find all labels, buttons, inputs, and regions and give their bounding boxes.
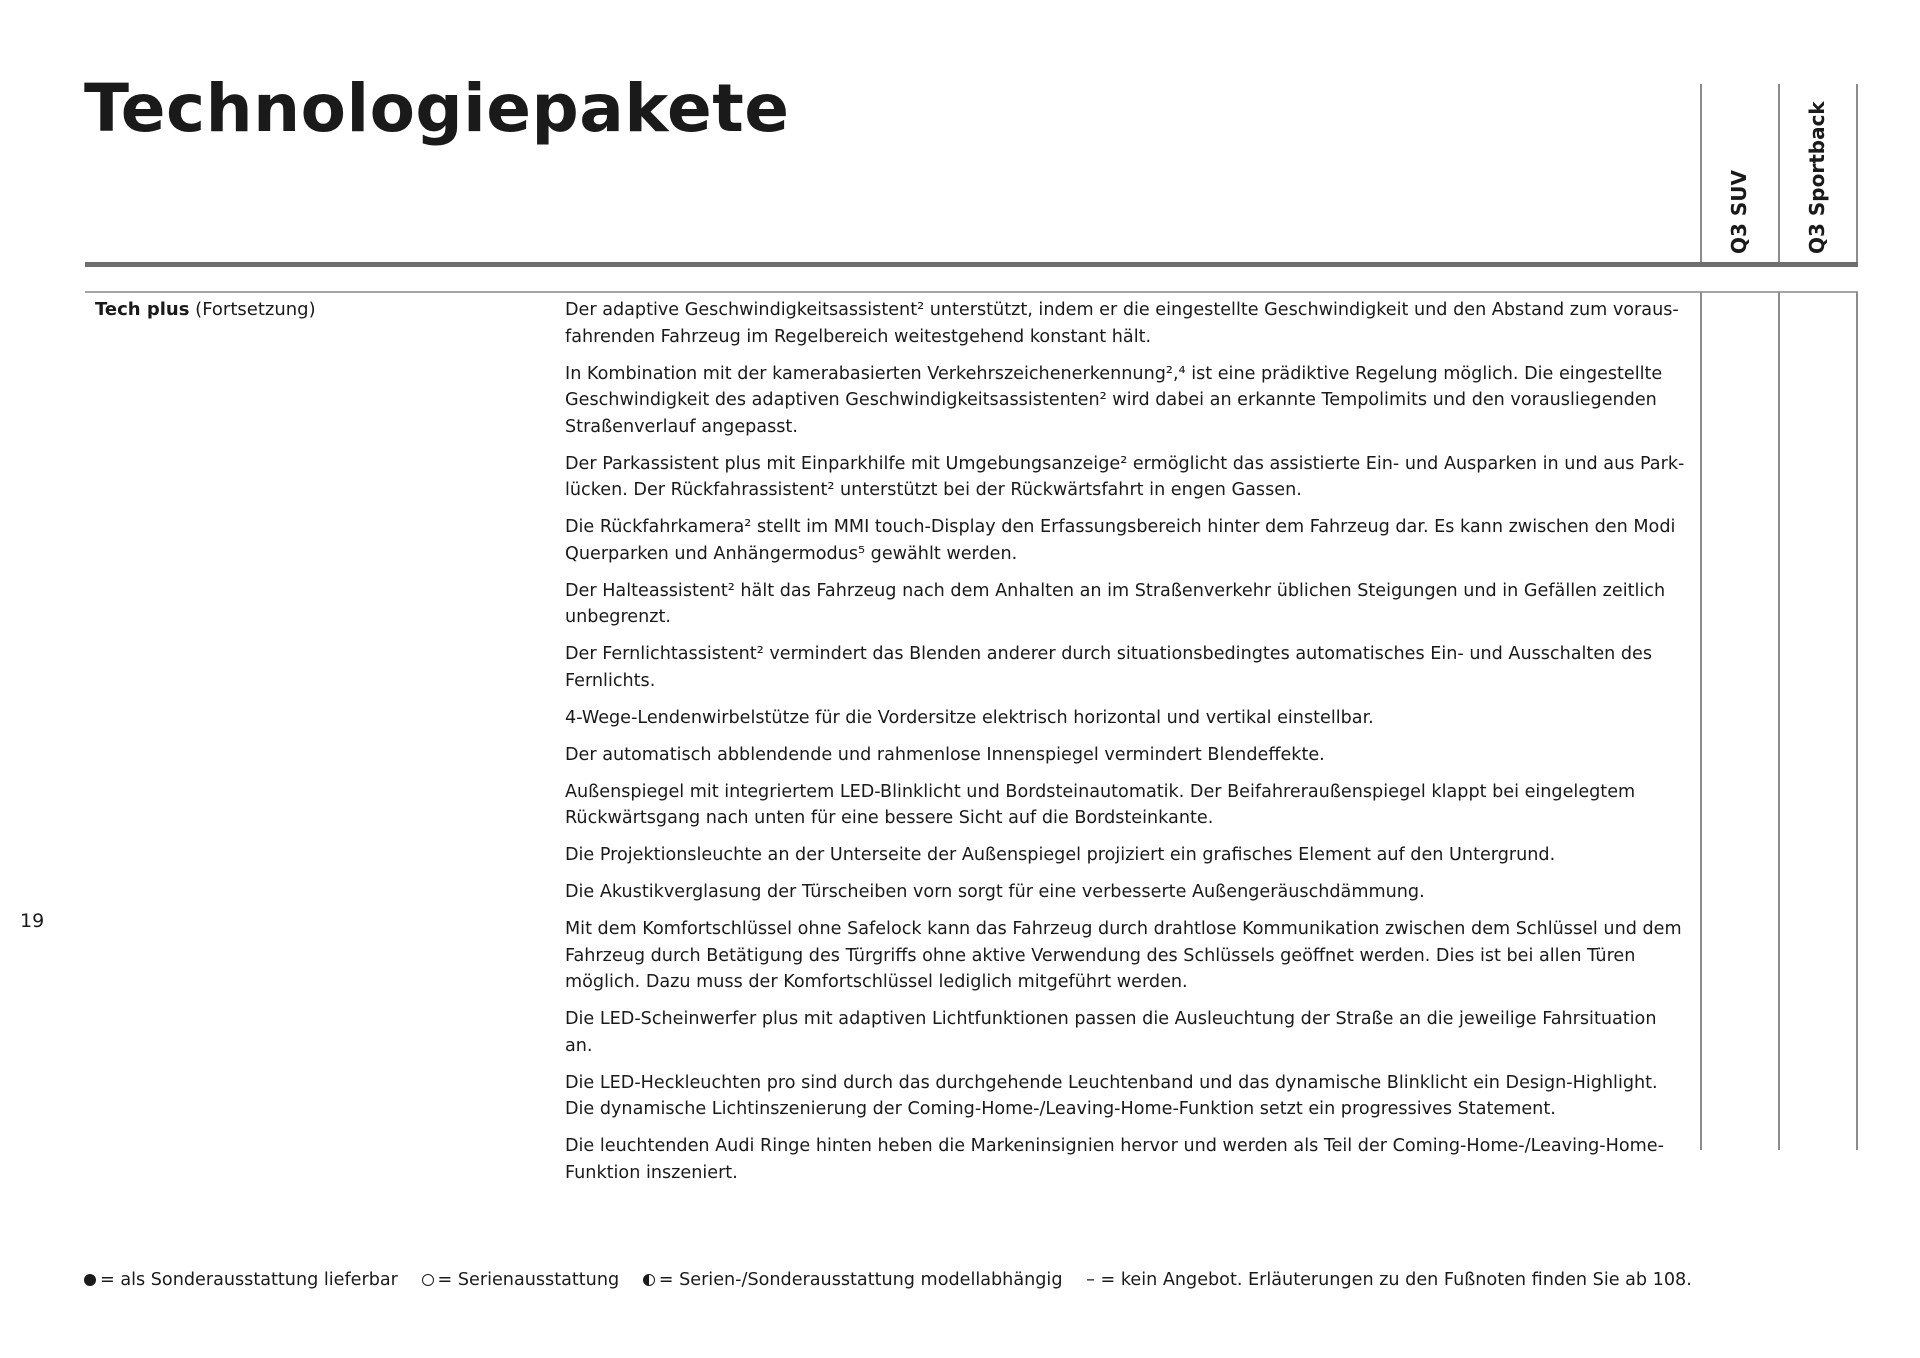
legend-standard: = Serienausstattung [422, 1270, 625, 1290]
column-divider [1700, 292, 1702, 1150]
empty-circle-icon [422, 1274, 434, 1286]
column-divider [1778, 84, 1780, 264]
feature-paragraph: Die Akustikverglasung der Türscheiben vorn sorgt für eine verbesserte Außengeräuschdämmung. [565, 882, 1425, 902]
feature-paragraph: Die Rückfahrkamera² stellt im MMI touch-Display den Erfassungsbereich hinter dem Fahrzeug dar. Es kann zwischen den Modi Querparken und Anhängermodus⁵ gewählt werden. [565, 517, 1676, 564]
feature-paragraph: Der automatisch abblendende und rahmenlose Innenspiegel vermindert Blendeffekte. [565, 744, 1325, 765]
feature-paragraph: Der Fernlichtassistent² vermindert das Blenden anderer durch situationsbedingtes automatisches Ein- und Ausschalten des Fernlichts. [565, 644, 1653, 691]
feature-paragraph: Der adaptive Geschwindigkeitsassistent² unterstützt, indem er die eingestellte Geschwindigkeit und den Abstand zum voraus-fahrenden Fahrzeug im Regelbereich weitestgehend konstant hält. [565, 300, 1679, 347]
feature-paragraph: 4-Wege-Lendenwirbelstütze für die Vordersitze elektrisch horizontal und vertikal einstellbar. [565, 707, 1374, 728]
feature-paragraph: In Kombination mit der kamerabasierten Verkehrszeichenerkennung²,⁴ ist eine prädiktive Regelung möglich. Die eingestellte Geschwindigkeit des adaptiven Geschwindigkeitsassistenten² wird dabei an erkannte Tempolimits und den vorausliegenden Straßenverlauf angepasst. [565, 363, 1663, 437]
feature-paragraph: Die LED-Scheinwerfer plus mit adaptiven Lichtfunktionen passen die Ausleuchtung der Straße an die jeweilige Fahrsituation an. [565, 1009, 1657, 1056]
legend-not-available: – = kein Angebot. Erläuterungen zu den Fußnoten finden Sie ab 108. [1086, 1270, 1692, 1290]
feature-description-list [565, 297, 1685, 1197]
section-label [95, 297, 316, 323]
legend-optional: = als Sonderausstattung lieferbar [84, 1270, 404, 1290]
filled-circle-icon [84, 1274, 96, 1286]
half-circle-icon [643, 1274, 655, 1286]
dash-icon: – [1086, 1270, 1095, 1290]
feature-paragraph: Die LED-Heckleuchten pro sind durch das durchgehende Leuchtenband und das dynamische Blinklicht ein Design-Highlight. Die dynamische Lichtinszenierung der Coming-Home-/Leaving-Home-Funktion setzt ein progressives Statement. [565, 1072, 1658, 1119]
feature-paragraph: Mit dem Komfortschlüssel ohne Safelock kann das Fahrzeug durch drahtlose Kommunikation zwischen dem Schlüssel und dem Fahrzeug durch Betätigung des Türgriffs ohne aktive Verwendung des Schlüssels geöffnet werden. Dies ist bei allen Türen möglich. Dazu muss der Komfortschlüssel lediglich mitgeführt werden. [565, 919, 1682, 992]
feature-paragraph: Außenspiegel mit integriertem LED-Blinklicht und Bordsteinautomatik. Der Beifahreraußenspiegel klappt bei eingelegtem Rückwärtsgang nach unten für eine bessere Sicht auf die Bordsteinkante. [565, 781, 1636, 828]
column-divider [1700, 84, 1702, 264]
feature-paragraph: Der Parkassistent plus mit Einparkhilfe mit Umgebungsanzeige² ermöglicht das assistierte Ein- und Ausparken in und aus Park-lücken. Der Rückfahrassistent² unterstützt bei der Rückwärtsfahrt in engen Gassen. [565, 453, 1685, 500]
feature-paragraph: Die leuchtenden Audi Ringe hinten heben die Markeninsignien hervor und werden als Teil der Coming-Home-/Leaving-Home-Funktion inszeniert. [565, 1136, 1664, 1183]
legend-model-dependent: = Serien-/Sonderausstattung modellabhängig [643, 1270, 1068, 1290]
page-title: Technologiepakete [84, 70, 790, 147]
legend [84, 1270, 1710, 1290]
section-name: Tech plus [95, 299, 190, 320]
column-divider [1856, 292, 1858, 1150]
column-divider [1778, 292, 1780, 1150]
page-number: 19 [20, 910, 45, 932]
feature-paragraph: Die Projektionsleuchte an der Unterseite der Außenspiegel projiziert ein grafisches Element auf den Untergrund. [565, 845, 1556, 865]
column-divider [1856, 84, 1858, 264]
row-top-rule [85, 291, 1858, 293]
section-suffix: (Fortsetzung) [195, 299, 316, 320]
header-rule [85, 262, 1858, 267]
feature-paragraph: Der Halteassistent² hält das Fahrzeug nach dem Anhalten an im Straßenverkehr üblichen Steigungen und in Gefällen zeitlich unbegrenzt. [565, 580, 1666, 627]
